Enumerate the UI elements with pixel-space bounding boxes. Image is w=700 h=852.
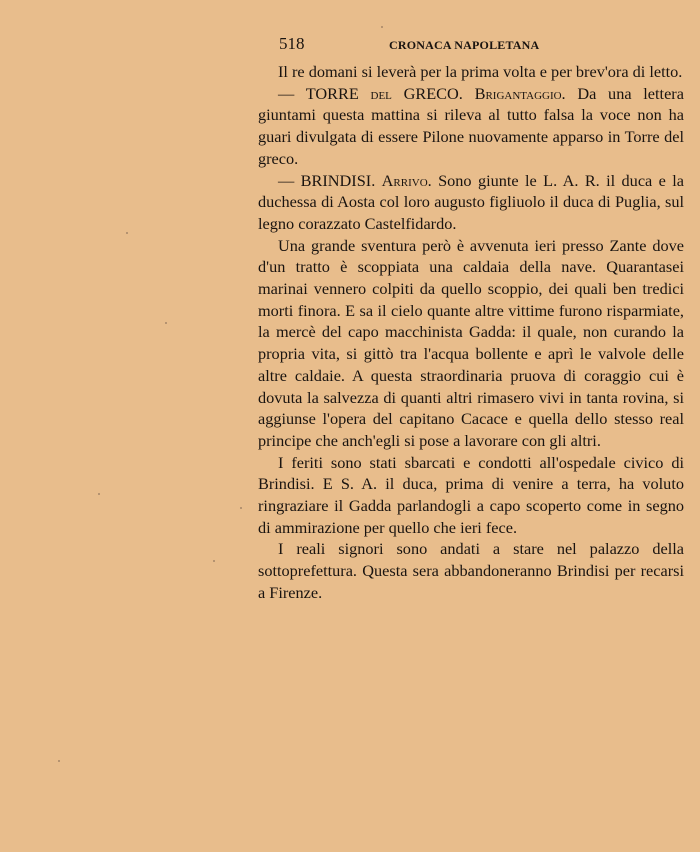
page-header xyxy=(279,34,679,58)
paragraph-text: I feriti sono stati sbarcati e condotti all'ospedale civico di Brindisi. E S. A. il duca, prima di venire a terra, ha voluto ringraziare il Gadda parlandogli a capo scoperto come in segno di ammirazione per quello che ieri fece. xyxy=(258,452,684,537)
dateline-place: — BRINDISI. xyxy=(278,170,376,190)
paragraph-torre-del-greco xyxy=(258,83,684,170)
paper-speck xyxy=(381,26,383,28)
paragraph-text: I reali signori sono andati a stare nel palazzo della sottoprefettura. Questa sera abbandoneranno Brindisi per recarsi a Firenze. xyxy=(258,539,684,602)
article-body xyxy=(258,61,684,604)
page-number: 518 xyxy=(279,34,305,53)
running-title: CRONACA NAPOLETANA xyxy=(389,38,540,52)
paragraph-text: Sono giunte le L. A. R. il duca e la duchessa di Aosta col loro augusto figliuolo il duca di Puglia, sul legno corazzato Castelfidardo. xyxy=(258,170,684,233)
paper-speck xyxy=(165,322,167,324)
paper-speck xyxy=(98,493,100,495)
dateline-place-end: GRECO. xyxy=(403,83,463,103)
paragraph-text: Il re domani si leverà per la prima volta e per brev'ora di letto. xyxy=(278,62,683,81)
dateline-place: — TORRE xyxy=(278,83,359,103)
paragraph-feriti xyxy=(258,452,684,539)
paper-speck xyxy=(58,760,60,762)
paragraph-brindisi xyxy=(258,170,684,235)
paper-speck xyxy=(240,507,242,509)
paragraph-reali xyxy=(258,538,684,603)
paper-speck xyxy=(126,232,128,234)
paragraph-sventura xyxy=(258,235,684,452)
paragraph-text: Una grande sventura però è avvenuta ieri presso Zante dove d'un tratto è scoppiata una caldaia della nave. Quarantasei marinai vennero colpiti da quello scoppio, dei quali ben tredici morti finora. E sa il cielo quante altre vittime furono risparmiate, la mercè del capo macchinista Gadda: il quale, non curando la propria vita, si gittò tra l'acqua bollente e aprì le valvole delle altre caldaie. A questa straordinaria pruova di coraggio cui è dovuta la salvezza di quanti altri rimasero vivi in tanta rovina, si aggiunse l'opera del capitano Cacace e quella dello stesso real principe che anch'egli si pose a lavorare con gli altri. xyxy=(258,235,684,450)
dateline-topic: Arrivo. xyxy=(381,170,432,190)
paragraph-king xyxy=(258,61,684,83)
dateline-place-particle: del xyxy=(370,83,392,103)
paragraph-text: Da una lettera giuntami questa mattina si rileva al tutto falsa la voce non ha guari divulgata di essere Pilone nuovamente apparso in Torre del greco. xyxy=(258,83,684,168)
paper-speck xyxy=(213,560,215,562)
dateline-topic: Brigantaggio. xyxy=(474,83,566,103)
